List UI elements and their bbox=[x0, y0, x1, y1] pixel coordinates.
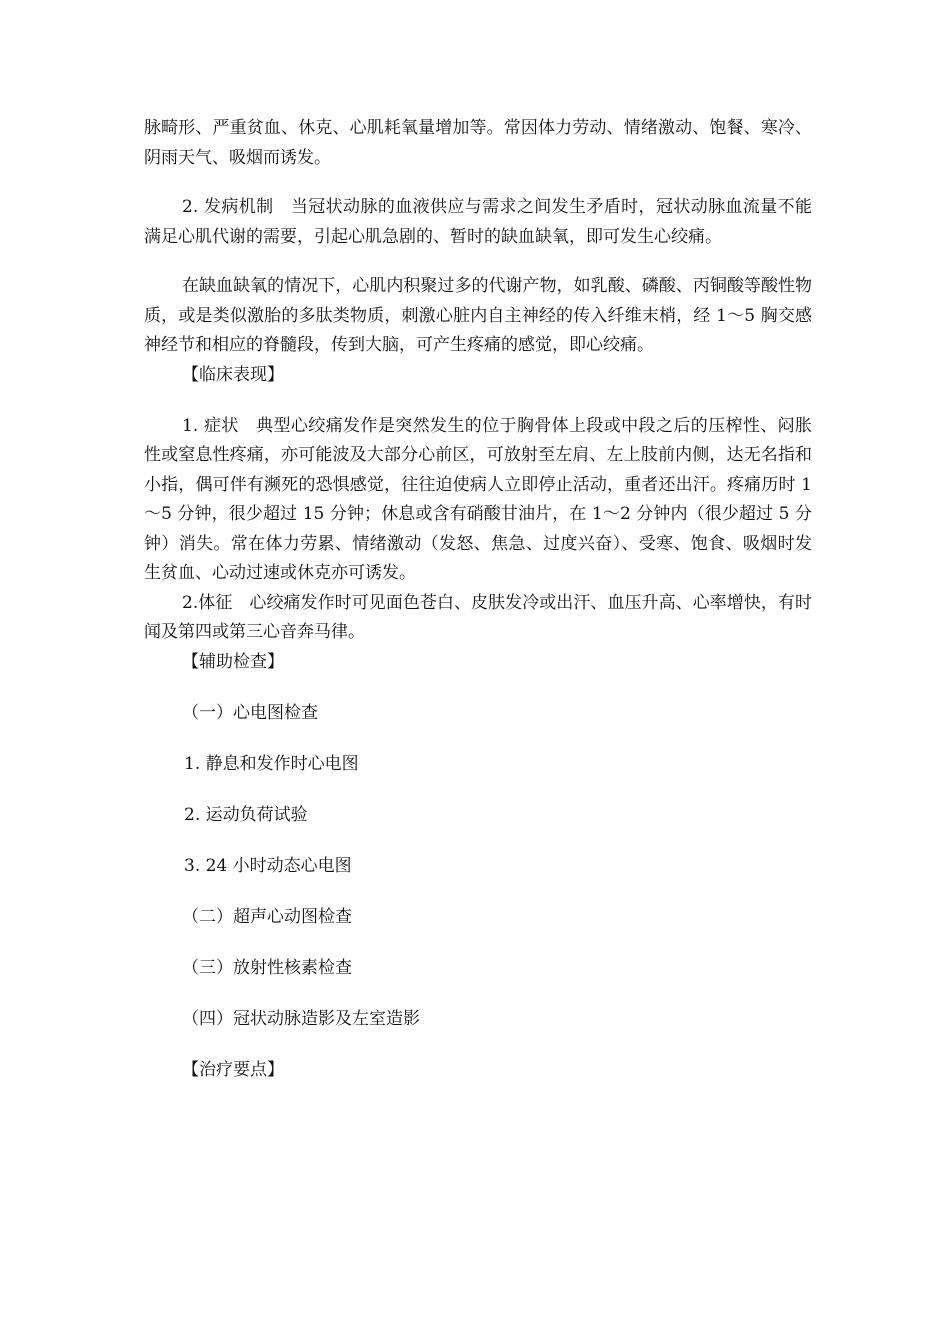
list-item-exercise-test: 2. 运动负荷试验 bbox=[184, 804, 308, 825]
paragraph-ischemia: 在缺血缺氧的情况下，心肌内积聚过多的代谢产物，如乳酸、磷酸、丙铜酸等酸性物质，或是类似激胎的多肽类物质，刺激心脏内自主神经的传入纤维末梢，经 1～5 胸交感神经节和相应的脊髓段，传到大脑，可产生疼痛的感觉，即心绞痛。 bbox=[144, 276, 812, 355]
paragraph-causes: 脉畸形、严重贫血、休克、心肌耗氧量增加等。常因体力劳动、情绪激动、饱餐、寒冷、阴雨天气、吸烟而诱发。 bbox=[144, 118, 812, 168]
paragraph-signs: 2.体征 心绞痛发作时可见面色苍白、皮肤发冷或出汗、血压升高、心率增快，有时闻及第四或第三心音奔马律。 bbox=[144, 592, 812, 642]
list-item-angiography: （四）冠状动脉造影及左室造影 bbox=[182, 1008, 420, 1029]
document-page bbox=[144, 114, 812, 1085]
paragraph-symptoms: 1. 症状 典型心绞痛发作是突然发生的位于胸骨体上段或中段之后的压榨性、闷胀性或窒息性疼痛，亦可能波及大部分心前区，可放射至左肩、左上肢前内侧，达无名指和小指，偶可伴有濒死的恐惧感觉，往往迫使病人立即停止活动，重者还出汗。疼痛历时 1～5 分钟，很少超过 15 分钟；休息或含有硝酸甘油片，在 1～2 分钟内（很少超过 5 分钟）消失。常在体力劳累、情绪激动（发怒、焦急、过度兴奋）、受寒、饱食、吸烟时发生贫血、心动过速或休克亦可诱发。 bbox=[144, 415, 812, 583]
list-item-nuclear: （三）放射性核素检查 bbox=[182, 957, 352, 978]
list-item-resting-ecg: 1. 静息和发作时心电图 bbox=[184, 753, 359, 774]
heading-treatment: 【治疗要点】 bbox=[182, 1059, 284, 1080]
paragraph-mechanism: 2. 发病机制 当冠状动脉的血液供应与需求之间发生矛盾时，冠状动脉血流量不能满足心肌代谢的需要，引起心肌急剧的、暂时的缺血缺氧，即可发生心绞痛。 bbox=[144, 197, 812, 247]
list-item-echo: （二）超声心动图检查 bbox=[182, 906, 352, 927]
heading-clinical-manifestations: 【临床表现】 bbox=[182, 364, 284, 385]
heading-auxiliary-exams: 【辅助检查】 bbox=[182, 651, 284, 672]
list-item-ecg: （一）心电图检查 bbox=[182, 702, 318, 723]
list-item-holter: 3. 24 小时动态心电图 bbox=[184, 855, 352, 876]
